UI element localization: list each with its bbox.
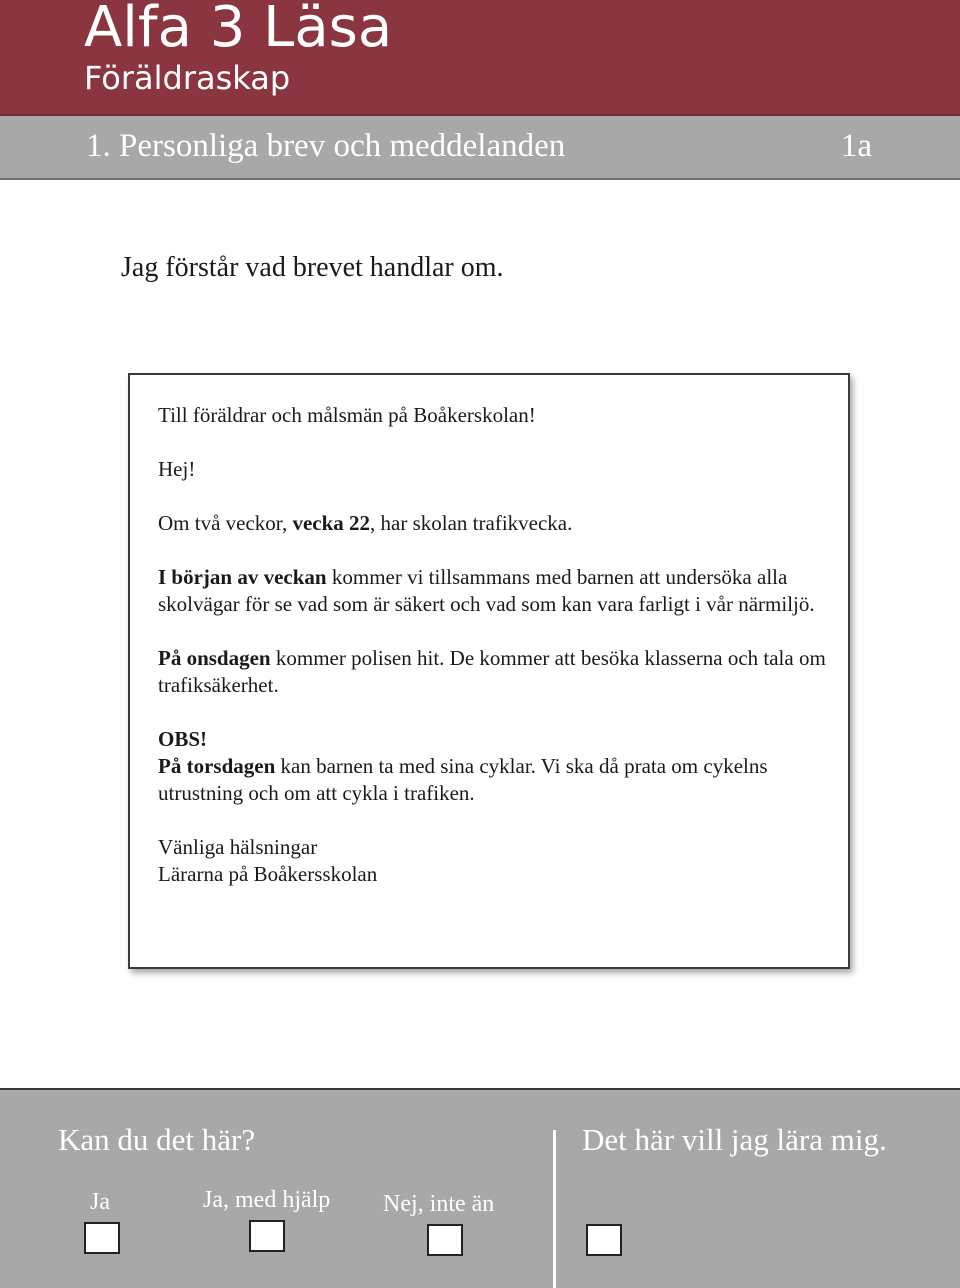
letter-paragraph-4: På torsdagen kan barnen ta med sina cyklar. Vi ska då prata om cykelns utrustning och om att cykla i trafiken. (158, 754, 768, 805)
option-label-not-yet: Nej, inte än (383, 1191, 495, 1217)
letter-obs: OBS! (158, 727, 208, 751)
section-heading: 1. Personliga brev och meddelanden (86, 128, 566, 164)
learning-wish-label: Det här vill jag lära mig. (582, 1122, 887, 1157)
book-subtitle: Föräldraskap (84, 59, 291, 97)
letter-paragraph-1: Om två veckor, vecka 22, har skolan trafikvecka. (158, 511, 573, 535)
footer-divider (553, 1130, 556, 1288)
week-number: vecka 22 (292, 511, 371, 535)
checkbox-yes-with-help[interactable] (249, 1220, 285, 1252)
self-assessment-footer (0, 1088, 960, 1288)
header-banner (0, 0, 960, 116)
self-assessment-question: Kan du det här? (58, 1122, 256, 1157)
book-title: Alfa 3 Läsa (84, 0, 393, 60)
letter-closing: Vänliga hälsningar (158, 835, 318, 859)
letter-card (128, 373, 850, 969)
letter-body (158, 402, 828, 888)
letter-paragraph-2: I början av veckan kommer vi tillsammans med barnen att undersöka alla skolvägar för se vad som är säkert och vad som kan vara farligt i vår närmiljö. (158, 565, 815, 616)
section-bar (0, 116, 960, 180)
learning-goal: Jag förstår vad brevet handlar om. (121, 252, 504, 283)
letter-signature: Lärarna på Boåkersskolan (158, 862, 378, 886)
checkbox-not-yet[interactable] (427, 1224, 463, 1256)
option-label-yes: Ja (90, 1189, 110, 1215)
letter-hello: Hej! (158, 457, 196, 481)
checkbox-want-to-learn[interactable] (586, 1224, 622, 1256)
letter-paragraph-3: På onsdagen kommer polisen hit. De kommer att besöka klasserna och tala om trafiksäkerhet. (158, 646, 826, 697)
checkbox-yes[interactable] (84, 1222, 120, 1254)
letter-recipient: Till föräldrar och målsmän på Boåkerskolan! (158, 403, 536, 427)
option-label-yes-with-help: Ja, med hjälp (203, 1187, 331, 1213)
section-code: 1a (840, 128, 872, 164)
